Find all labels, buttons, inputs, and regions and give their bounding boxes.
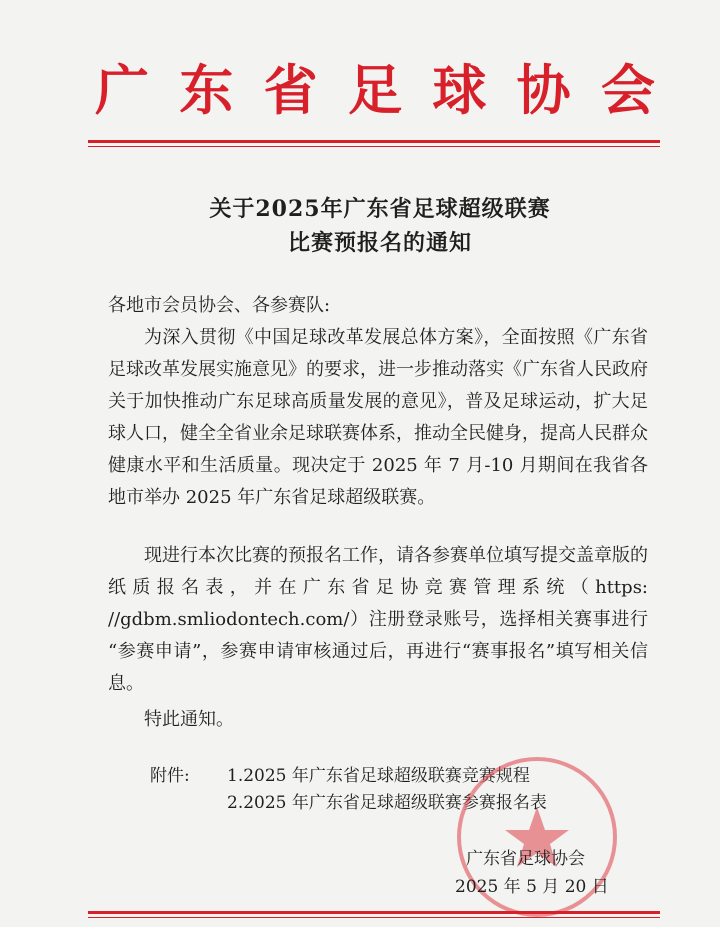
signature-date: 2025 年 5 月 20 日	[455, 877, 609, 897]
footer-divider-thin	[88, 917, 660, 918]
letterhead-char: 足	[347, 59, 402, 122]
letterhead-char: 广	[95, 59, 149, 122]
letterhead-char: 协	[516, 59, 571, 122]
footer-divider	[88, 911, 660, 914]
paragraph-registration: 现进行本次比赛的预报名工作，请各参赛单位填写提交盖章版的纸质报名表，并在广东省足协竞赛管理系统（https: //gdbm.smliodontech.com/）注册登录账号，选择相关赛事进行 “参赛申请”，参赛申请审核通过后，再进行“赛事报名”填写相关信息。	[108, 545, 648, 694]
letterhead-divider	[88, 140, 660, 143]
closing-line: 特此通知。	[144, 709, 234, 730]
letterhead-char: 球	[432, 59, 487, 122]
attachment-item: 1.2025 年广东省足球超级联赛竞赛规程	[227, 766, 530, 786]
letterhead-divider-thin	[88, 146, 660, 147]
letterhead-char: 会	[600, 59, 655, 122]
paragraph-intro: 为深入贯彻《中国足球改革发展总体方案》，全面按照《广东省足球改革发展实施意见》的要求，进一步推动落实《广东省人民政府关于加快推动广东足球高质量发展的意见》，普及足球运动，扩大足球人口，健全全省业余足球联赛体系，推动全民健身，提高人民群众健康水平和生活质量。现决定于 2025 年 7 月-10 月期间在我省各地市举办 2025 年广东省足球超级联赛。	[108, 327, 648, 508]
letterhead-char: 省	[263, 59, 318, 122]
letterhead-org-name	[95, 58, 655, 124]
attachment-item: 2.2025 年广东省足球超级联赛参赛报名表	[227, 793, 547, 813]
attachments-label: 附件:	[150, 766, 190, 786]
salutation: 各地市会员协会、各参赛队:	[108, 295, 331, 316]
signature-org: 广东省足球协会	[466, 849, 585, 869]
letterhead-char: 东	[179, 59, 234, 122]
notice-title-line-1: 关于2025年广东省足球超级联赛	[209, 196, 551, 222]
notice-title-line-2: 比赛预报名的通知	[287, 230, 472, 256]
